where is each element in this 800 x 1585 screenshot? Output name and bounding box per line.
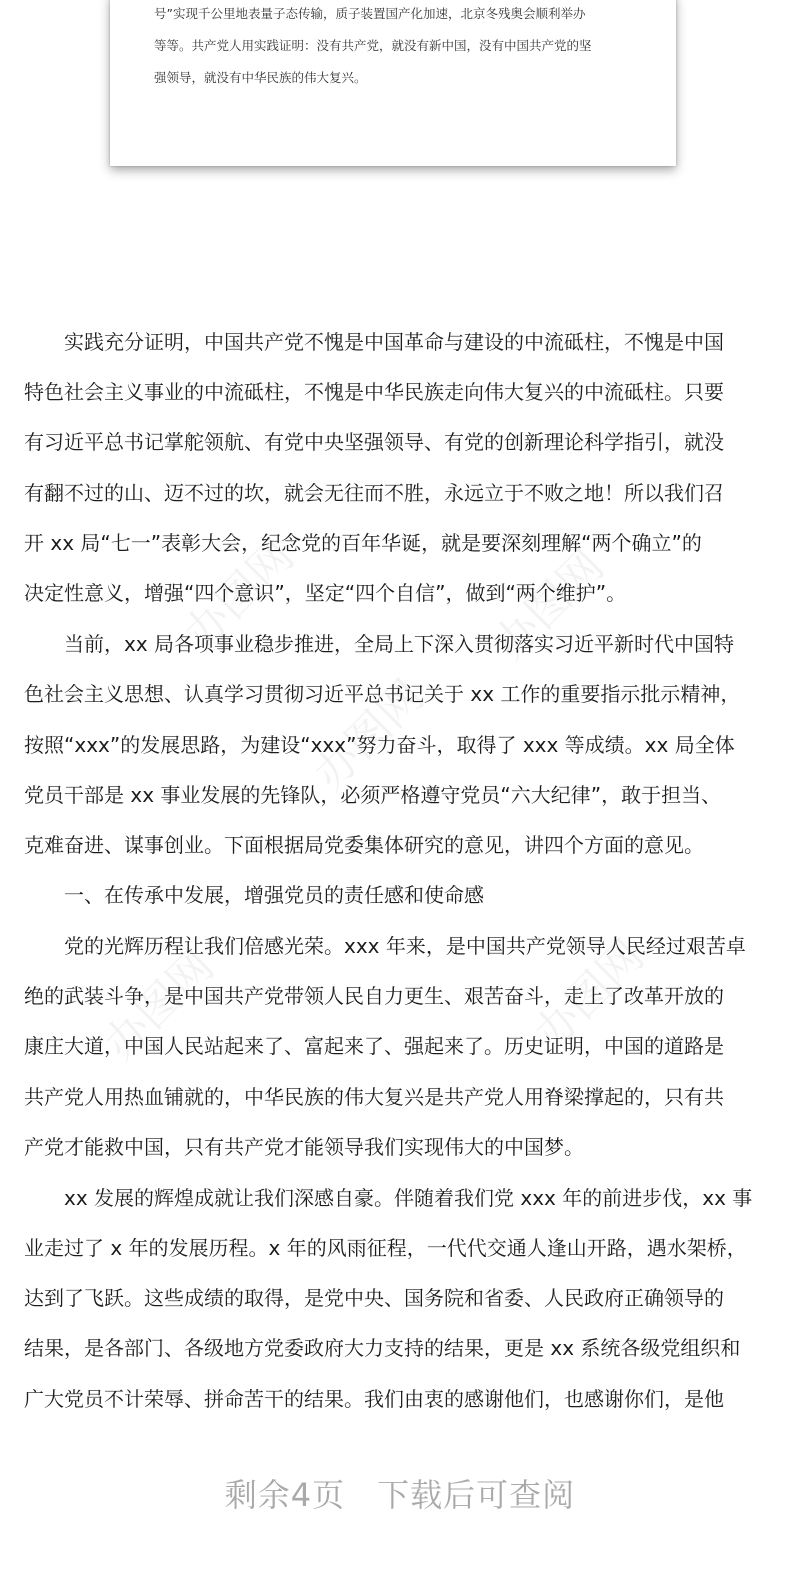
paragraph-line: 结果，是各部门、各级地方党委政府大力支持的结果，更是 xx 系统各级党组织和 <box>24 1336 741 1360</box>
download-to-view-label: 下载后可查阅 <box>377 1476 576 1514</box>
watermark: 办图网 <box>94 940 224 1070</box>
paragraph-line: 当前，xx 局各项事业稳步推进，全局上下深入贯彻落实习近平新时代中国特 <box>64 632 735 656</box>
paragraph-line: 色社会主义思想、认真学习贯彻习近平总书记关于 xx 工作的重要指示批示精神， <box>24 682 741 706</box>
paragraph-line: 按照“xxx”的发展思路，为建设“xxx”努力奋斗，取得了 xxx 等成绩。xx 局全体 <box>24 733 735 757</box>
preview-line: 号”实现千公里地表量子态传输，质子装置国产化加速，北京冬残奥会顺利举办 <box>154 6 586 21</box>
paragraph-line: 绝的武装斗争，是中国共产党带领人民自力更生、艰苦奋斗，走上了改革开放的 <box>24 984 724 1008</box>
watermark: 办图网 <box>174 530 304 660</box>
paragraph-line: 业走过了 x 年的发展历程。x 年的风雨征程，一代代交通人逢山开路，遇水架桥， <box>24 1236 747 1260</box>
paragraph-line: 党的光辉历程让我们倍感光荣。xxx 年来，是中国共产党领导人民经过艰苦卓 <box>64 934 746 958</box>
paragraph-line: 有翻不过的山、迈不过的坎，就会无往而不胜，永远立于不败之地！所以我们召 <box>24 481 724 505</box>
preview-line: 等等。共产党人用实践证明：没有共产党，就没有新中国，没有中国共产党的坚 <box>154 38 592 53</box>
watermark: 办图网 <box>524 930 654 1060</box>
paragraph-line: 实践充分证明，中国共产党不愧是中国革命与建设的中流砥柱，不愧是中国 <box>64 330 724 354</box>
paragraph-line: 康庄大道，中国人民站起来了、富起来了、强起来了。历史证明，中国的道路是 <box>24 1034 724 1058</box>
paragraph-line: 克难奋进、谋事创业。下面根据局党委集体研究的意见，讲四个方面的意见。 <box>24 833 704 857</box>
paragraph-line: 产党才能救中国，只有共产党才能领导我们实现伟大的中国梦。 <box>24 1135 584 1159</box>
paragraph-line: 共产党人用热血铺就的，中华民族的伟大复兴是共产党人用脊梁撑起的，只有共 <box>24 1085 724 1109</box>
paragraph-line: 开 xx 局“七一”表彰大会，纪念党的百年华诞，就是要深刻理解“两个确立”的 <box>24 531 702 555</box>
paragraph-line: 广大党员不计荣辱、拼命苦干的结果。我们由衷的感谢他们，也感谢你们，是他 <box>24 1387 724 1411</box>
paragraph-line: 达到了飞跃。这些成绩的取得，是党中央、国务院和省委、人民政府正确领导的 <box>24 1286 724 1310</box>
download-prompt[interactable] <box>0 1470 800 1516</box>
remaining-pages-label: 剩余4页 <box>224 1476 346 1514</box>
preview-line: 强领导，就没有中华民族的伟大复兴。 <box>154 70 367 85</box>
paragraph-line: 有习近平总书记掌舵领航、有党中央坚强领导、有党的创新理论科学指引，就没 <box>24 430 724 454</box>
paragraph-line: 党员干部是 xx 事业发展的先锋队，必须严格遵守党员“六大纪律”，敢于担当、 <box>24 783 722 807</box>
paragraph-line: 决定性意义，增强“四个意识”，坚定“四个自信”，做到“两个维护”。 <box>24 581 627 605</box>
watermark: 办图网 <box>304 670 434 800</box>
watermark: 办图网 <box>484 540 614 670</box>
paragraph-line: xx 发展的辉煌成就让我们深感自豪。伴随着我们党 xxx 年的前进步伐，xx 事 <box>64 1186 753 1210</box>
section-heading: 一、在传承中发展，增强党员的责任感和使命感 <box>64 883 484 907</box>
paragraph-line: 特色社会主义事业的中流砥柱，不愧是中华民族走向伟大复兴的中流砥柱。只要 <box>24 380 724 404</box>
